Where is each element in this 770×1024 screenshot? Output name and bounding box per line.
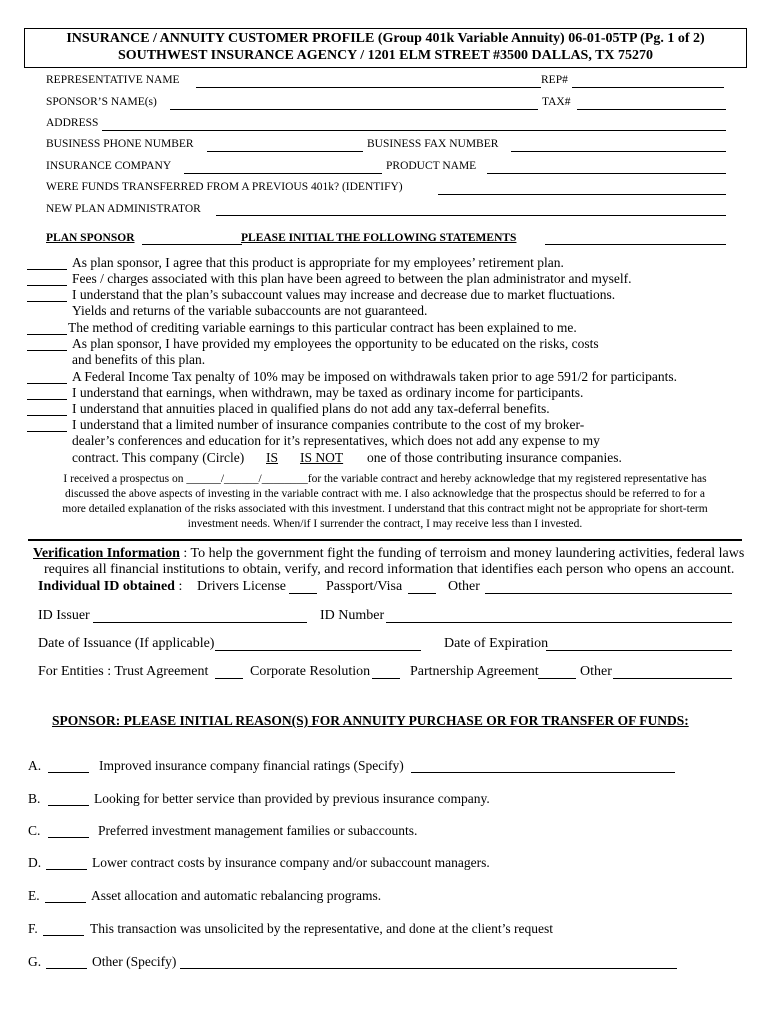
date-issuance-label: Date of Issuance (If applicable) bbox=[38, 636, 215, 651]
statement-3-continued: Yields and returns of the variable subaccounts are not guaranteed. bbox=[72, 303, 428, 318]
corp-resolution-checkline[interactable] bbox=[372, 678, 400, 679]
business-fax-label: BUSINESS FAX NUMBER bbox=[367, 138, 499, 150]
statement-7: I understand that earnings, when withdrawn, may be taxed as ordinary income for participants. bbox=[72, 385, 584, 400]
partnership-label: Partnership Agreement bbox=[410, 664, 539, 679]
rep-no-label: REP# bbox=[541, 74, 568, 86]
initial-line-9[interactable] bbox=[27, 431, 67, 432]
corp-resolution-label: Corporate Resolution bbox=[250, 664, 371, 679]
product-name-label: PRODUCT NAME bbox=[386, 160, 477, 172]
initial-line-6[interactable] bbox=[27, 383, 67, 384]
plan-sponsor-heading-line bbox=[142, 244, 242, 245]
reason-a-letter: A. bbox=[28, 758, 42, 773]
prospectus-line-2: discussed the above aspects of investing in the variable contract with me. I also acknowledge that the prospectus should be referred to for a bbox=[65, 488, 705, 500]
insurance-company-field[interactable] bbox=[184, 173, 382, 174]
funds-transferred-label: WERE FUNDS TRANSFERRED FROM A PREVIOUS 401k? (IDENTIFY) bbox=[46, 181, 403, 193]
reason-d-initial[interactable] bbox=[46, 869, 87, 870]
drivers-license-checkline[interactable] bbox=[289, 593, 317, 594]
statement-9-end: contract. This company (Circle) bbox=[72, 450, 245, 465]
statement-1: As plan sponsor, I agree that this product is appropriate for my employees’ retirement plan. bbox=[72, 255, 564, 270]
initial-line-1[interactable] bbox=[27, 269, 67, 270]
statement-5-continued: and benefits of this plan. bbox=[72, 352, 206, 367]
initial-statements-heading: PLEASE INITIAL THE FOLLOWING STATEMENTS bbox=[241, 232, 517, 244]
id-number-label: ID Number bbox=[320, 608, 385, 623]
other-id-label: Other bbox=[448, 579, 480, 594]
plan-sponsor-heading: PLAN SPONSOR bbox=[46, 232, 135, 244]
date-expiration-field[interactable] bbox=[546, 650, 732, 651]
initial-line-2[interactable] bbox=[27, 285, 67, 286]
initial-statements-line bbox=[545, 244, 726, 245]
section-divider bbox=[28, 539, 742, 541]
business-fax-field[interactable] bbox=[511, 151, 726, 152]
reason-a-text: Improved insurance company financial ratings (Specify) bbox=[99, 758, 404, 773]
passport-checkline[interactable] bbox=[408, 593, 436, 594]
statement-9: I understand that a limited number of insurance companies contribute to the cost of my broker- bbox=[72, 417, 585, 432]
reason-e-initial[interactable] bbox=[45, 902, 86, 903]
business-phone-label: BUSINESS PHONE NUMBER bbox=[46, 138, 194, 150]
initial-line-8[interactable] bbox=[27, 415, 67, 416]
statement-9-continued: dealer’s conferences and education for it’s representatives, which does not add any expense to my bbox=[72, 433, 600, 448]
agency-address: SOUTHWEST INSURANCE AGENCY / 1201 ELM STREET #3500 DALLAS, TX 75270 bbox=[117, 48, 654, 63]
date-issuance-field[interactable] bbox=[215, 650, 421, 651]
reason-c-initial[interactable] bbox=[48, 837, 89, 838]
circle-tail-text: one of those contributing insurance companies. bbox=[367, 450, 622, 465]
new-plan-admin-field[interactable] bbox=[216, 215, 726, 216]
reason-g-initial[interactable] bbox=[46, 968, 87, 969]
statement-4: The method of crediting variable earnings to this particular contract has been explained to me. bbox=[68, 320, 577, 335]
id-obtained-row bbox=[38, 579, 182, 595]
for-entities-label: For Entities : Trust Agreement bbox=[38, 664, 209, 679]
other-entity-label: Other bbox=[580, 664, 612, 679]
verification-text-1: : To help the government fight the funding of terroism and money laundering activities, federal laws bbox=[179, 546, 745, 561]
reason-f-letter: F. bbox=[28, 921, 38, 936]
statement-8: I understand that annuities placed in qualified plans do not add any tax-deferral benefits. bbox=[72, 401, 550, 416]
rep-name-field[interactable] bbox=[196, 87, 541, 88]
prospectus-line-3: more detailed explanation of the risks associated with this investment. I understand that this contract might not be appropriate for short-term bbox=[62, 503, 708, 515]
id-obtained-label: Individual ID obtained bbox=[38, 579, 175, 594]
tax-no-field[interactable] bbox=[577, 109, 726, 110]
reason-g-specify-field[interactable] bbox=[180, 968, 677, 969]
statement-3: I understand that the plan’s subaccount values may increase and decrease due to market fluctuations. bbox=[72, 287, 616, 302]
rep-no-field[interactable] bbox=[572, 87, 724, 88]
reason-b-letter: B. bbox=[28, 791, 41, 806]
reason-a-initial[interactable] bbox=[48, 772, 89, 773]
reason-c-letter: C. bbox=[28, 823, 41, 838]
verification-text-2: requires all financial institutions to obtain, verify, and record information that identifies each person who opens an account. bbox=[44, 562, 735, 577]
reason-b-text: Looking for better service than provided by previous insurance company. bbox=[94, 791, 490, 806]
passport-label: Passport/Visa bbox=[326, 579, 403, 594]
trust-agreement-checkline[interactable] bbox=[215, 678, 243, 679]
insurance-company-label: INSURANCE COMPANY bbox=[46, 160, 172, 172]
statement-2: Fees / charges associated with this plan have been agreed to between the plan administrator and myself. bbox=[72, 271, 632, 286]
reason-d-letter: D. bbox=[28, 855, 42, 870]
initial-line-7[interactable] bbox=[27, 399, 67, 400]
reason-a-specify-field[interactable] bbox=[411, 772, 675, 773]
reasons-heading: SPONSOR: PLEASE INITIAL REASON(S) FOR ANNUITY PURCHASE OR FOR TRANSFER OF FUNDS: bbox=[52, 713, 689, 728]
reason-f-initial[interactable] bbox=[43, 935, 84, 936]
header-box bbox=[24, 28, 747, 68]
circle-is-option[interactable]: IS bbox=[266, 450, 279, 465]
reason-e-text: Asset allocation and automatic rebalancing programs. bbox=[91, 888, 382, 903]
verification-title: Verification Information bbox=[33, 546, 180, 561]
initial-line-4[interactable] bbox=[27, 334, 67, 335]
verification-line-1 bbox=[33, 546, 744, 562]
other-id-field[interactable] bbox=[485, 593, 732, 594]
id-issuer-label: ID Issuer bbox=[38, 608, 90, 623]
id-obtained-colon: : bbox=[174, 579, 183, 594]
reason-f-text: This transaction was unsolicited by the representative, and done at the client’s request bbox=[90, 921, 553, 936]
rep-name-label: REPRESENTATIVE NAME bbox=[46, 74, 180, 86]
prospectus-line-4: investment needs. When/if I surrender the contract, I may receive less than I invested. bbox=[187, 518, 583, 530]
tax-no-label: TAX# bbox=[542, 96, 571, 108]
initial-line-3[interactable] bbox=[27, 301, 67, 302]
new-plan-admin-label: NEW PLAN ADMINISTRATOR bbox=[46, 203, 201, 215]
initial-line-5[interactable] bbox=[27, 350, 67, 351]
date-expiration-label: Date of Expiration bbox=[444, 636, 549, 651]
business-phone-field[interactable] bbox=[207, 151, 363, 152]
id-number-field[interactable] bbox=[386, 622, 732, 623]
sponsor-names-label: SPONSOR’S NAME(s) bbox=[46, 96, 157, 108]
partnership-checkline[interactable] bbox=[538, 678, 576, 679]
other-entity-field[interactable] bbox=[613, 678, 732, 679]
sponsor-names-field[interactable] bbox=[170, 109, 538, 110]
form-title: INSURANCE / ANNUITY CUSTOMER PROFILE (Group 401k Variable Annuity) 06-01-05TP (Pg. 1 of 2) bbox=[66, 31, 705, 46]
reason-b-initial[interactable] bbox=[48, 805, 89, 806]
drivers-license-label: Drivers License bbox=[197, 579, 287, 594]
reason-c-text: Preferred investment management families or subaccounts. bbox=[98, 823, 418, 838]
statement-6: A Federal Income Tax penalty of 10% may be imposed on withdrawals taken prior to age 591/2 for participants. bbox=[72, 369, 678, 384]
funds-transferred-field[interactable] bbox=[438, 194, 726, 195]
address-label: ADDRESS bbox=[46, 117, 99, 129]
reason-e-letter: E. bbox=[28, 888, 40, 903]
reason-g-text: Other (Specify) bbox=[92, 954, 177, 969]
circle-is-not-option[interactable]: IS NOT bbox=[300, 450, 344, 465]
reason-d-text: Lower contract costs by insurance company and/or subaccount managers. bbox=[92, 855, 490, 870]
reason-g-letter: G. bbox=[28, 954, 42, 969]
address-field[interactable] bbox=[102, 130, 726, 131]
id-issuer-field[interactable] bbox=[93, 622, 307, 623]
statement-5: As plan sponsor, I have provided my employees the opportunity to be educated on the risks, costs bbox=[72, 336, 599, 351]
product-name-field[interactable] bbox=[487, 173, 726, 174]
prospectus-line-1: I received a prospectus on ______/______/________for the variable contract and hereby acknowledge that my registered representative has bbox=[63, 473, 707, 485]
